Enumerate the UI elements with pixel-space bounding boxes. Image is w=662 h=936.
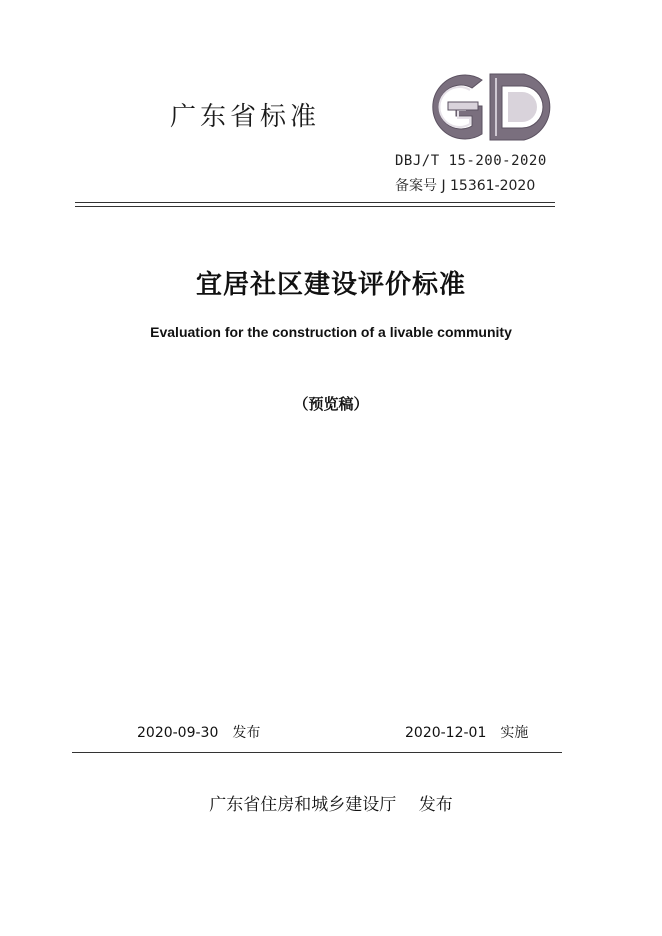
publish-date: 2020-09-30 发布: [137, 725, 261, 741]
issuer: 广东省住房和城乡建设厅 发布: [209, 795, 453, 815]
document-title-zh: 宜居社区建设评价标准: [195, 270, 466, 300]
gd-logo: [412, 70, 564, 144]
draft-mark: （预览稿）: [293, 395, 369, 413]
header-divider: [75, 202, 555, 207]
effective-date: 2020-12-01 实施: [405, 725, 529, 741]
standard-category: 广东省标准: [170, 102, 321, 132]
record-number: 备案号 J 15361-2020: [395, 178, 536, 194]
footer-divider: [72, 752, 562, 753]
document-title-en: Evaluation for the construction of a livable community: [150, 324, 512, 340]
standard-code: DBJ/T 15-200-2020: [395, 153, 547, 169]
